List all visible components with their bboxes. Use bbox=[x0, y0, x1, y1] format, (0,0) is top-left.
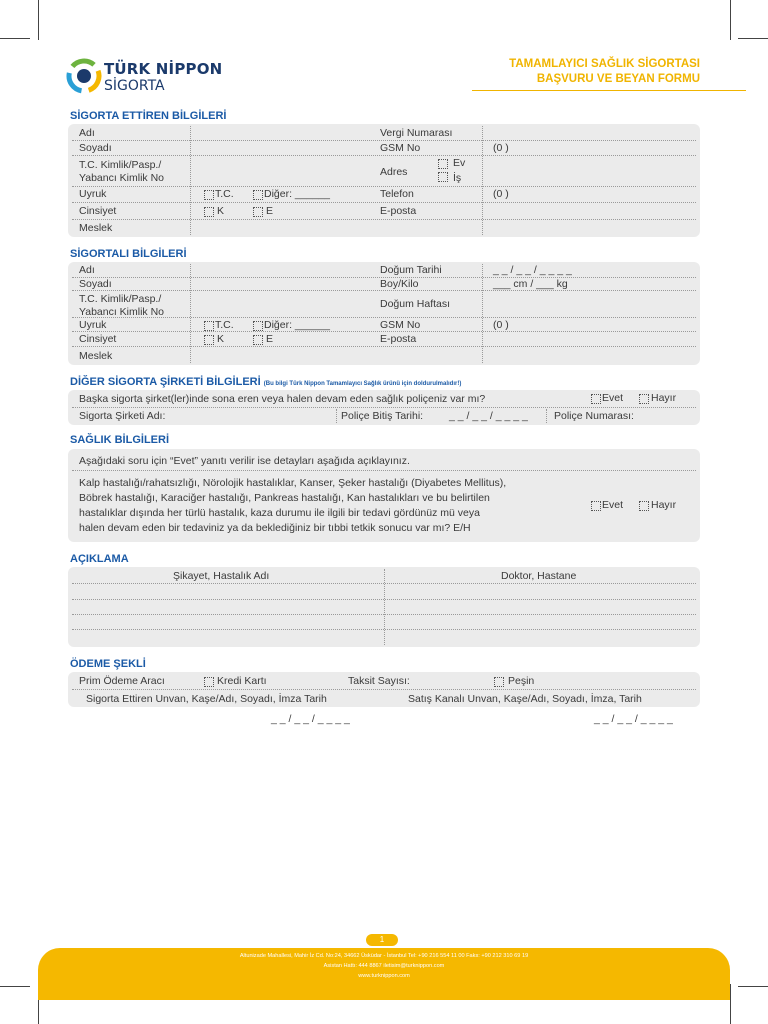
option-cash: Peşin bbox=[508, 675, 535, 687]
label-gsm: GSM No bbox=[380, 142, 421, 154]
label-height-weight: Boy/Kilo bbox=[380, 278, 419, 290]
label-birth-week: Doğum Haftası bbox=[380, 298, 451, 310]
column-header-doctor: Doktor, Hastane bbox=[501, 570, 577, 582]
option-credit-card: Kredi Kartı bbox=[217, 675, 267, 687]
option-tc: T.C. bbox=[215, 319, 234, 331]
checkbox-address-home[interactable] bbox=[438, 159, 448, 169]
page-number: 1 bbox=[366, 934, 398, 946]
label-nationality: Uyruk bbox=[79, 319, 107, 331]
label-policy-end-date: Poliçe Bitiş Tarihi: bbox=[341, 410, 424, 422]
checkbox-no[interactable] bbox=[639, 501, 649, 511]
crop-mark bbox=[738, 986, 768, 987]
label-phone: Telefon bbox=[380, 188, 414, 200]
checkbox-nationality-other[interactable] bbox=[253, 321, 263, 331]
section-note: (Bu bilgi Türk Nippon Tamamlayıcı Sağlık ürünü için doldurulmalıdır!) bbox=[263, 381, 462, 387]
label-name: Adı bbox=[79, 127, 95, 139]
option-other: Diğer: ______ bbox=[264, 188, 330, 200]
label-occupation: Meslek bbox=[79, 350, 113, 362]
checkbox-credit-card[interactable] bbox=[204, 677, 214, 687]
option-yes: Evet bbox=[602, 392, 624, 404]
checkbox-nationality-tc[interactable] bbox=[204, 190, 214, 200]
label-surname: Soyadı bbox=[79, 142, 112, 154]
footer-address: Altunizade Mahallesi, Mahir İz Cd. No:24, 34662 Üsküdar - İstanbul Tel: +90 216 554 11 00 Faks: +90 212 310 69 19 bbox=[239, 953, 529, 959]
crop-mark bbox=[738, 38, 768, 39]
option-work: İş bbox=[453, 172, 462, 184]
section-heading-explanation: AÇIKLAMA bbox=[70, 553, 129, 565]
label-tax-number: Vergi Numarası bbox=[380, 127, 453, 139]
health-question-line: halen devam eden bir tedaviniz ya da beklediğiniz bir tıbbi tetkik sonucu var mı? E/H bbox=[79, 522, 471, 534]
height-weight-blank: ___ cm / ___ kg bbox=[493, 278, 568, 290]
label-id-number: T.C. Kimlik/Pasp./ bbox=[79, 293, 162, 305]
option-no: Hayır bbox=[651, 499, 677, 511]
label-payment-method: Prim Ödeme Aracı bbox=[79, 675, 165, 687]
section-heading-health: SAĞLIK BİLGİLERİ bbox=[70, 434, 169, 446]
section-heading-payment: ÖDEME ŞEKLİ bbox=[70, 658, 146, 670]
label-id-number-2: Yabancı Kimlik No bbox=[79, 172, 165, 184]
option-male: E bbox=[266, 205, 274, 217]
option-other: Diğer: ______ bbox=[264, 319, 330, 331]
label-insurer-name: Sigorta Şirketi Adı: bbox=[79, 410, 166, 422]
checkbox-nationality-tc[interactable] bbox=[204, 321, 214, 331]
label-address: Adres bbox=[380, 166, 408, 178]
label-email: E-posta bbox=[380, 333, 417, 345]
footer-website[interactable]: www.turknippon.com bbox=[358, 973, 410, 979]
health-question-line: Kalp hastalığı/rahatsızlığı, Nörolojik hastalıklar, Kanser, Şeker hastalığı (Diyabetes Mellitus), bbox=[79, 477, 507, 489]
section-title: DİĞER SİGORTA ŞİRKETİ BİLGİLERİ bbox=[70, 376, 261, 388]
label-id-number: T.C. Kimlik/Pasp./ bbox=[79, 159, 162, 171]
label-policy-number: Poliçe Numarası: bbox=[554, 410, 634, 422]
checkbox-gender-female[interactable] bbox=[204, 335, 214, 345]
checkbox-cash[interactable] bbox=[494, 677, 504, 687]
option-female: K bbox=[217, 205, 225, 217]
label-birth-date: Doğum Tarihi bbox=[380, 264, 442, 276]
checkbox-nationality-other[interactable] bbox=[253, 190, 263, 200]
option-no: Hayır bbox=[651, 392, 677, 404]
phone-prefix: (0 ) bbox=[493, 188, 509, 200]
gsm-prefix: (0 ) bbox=[493, 319, 509, 331]
section-heading-other-insurer bbox=[70, 376, 461, 388]
label-name: Adı bbox=[79, 264, 95, 276]
option-tc: T.C. bbox=[215, 188, 234, 200]
footer-contact: Asistan Hattı: 444 8867 iletisim@turknippon.com bbox=[323, 963, 445, 969]
checkbox-no[interactable] bbox=[639, 394, 649, 404]
health-intro: Aşağıdaki soru için “Evet” yanıtı verilir ise detayları aşağıda açıklayınız. bbox=[79, 455, 410, 467]
label-gender: Cinsiyet bbox=[79, 205, 117, 217]
form-subtitle: BAŞVURU VE BEYAN FORMU bbox=[536, 73, 700, 85]
crop-mark bbox=[0, 38, 30, 39]
section-heading-policyholder: SİGORTA ETTİREN BİLGİLERİ bbox=[70, 110, 227, 122]
question-other-policy: Başka sigorta şirket(ler)inde sona eren veya halen devam eden sağlık poliçeniz var mı? bbox=[79, 393, 486, 405]
label-gsm: GSM No bbox=[380, 319, 421, 331]
label-nationality: Uyruk bbox=[79, 188, 107, 200]
signature-date-sales-channel: _ _ / _ _ / _ _ _ _ bbox=[594, 713, 673, 725]
crop-mark bbox=[730, 984, 731, 1024]
logo-swirl-icon bbox=[66, 58, 102, 94]
option-yes: Evet bbox=[602, 499, 624, 511]
section-heading-insured: SİGORTALI BİLGİLERİ bbox=[70, 248, 187, 260]
logo-wordmark: TÜRK NİPPON bbox=[104, 60, 223, 78]
crop-mark bbox=[38, 0, 39, 40]
checkbox-gender-female[interactable] bbox=[204, 207, 214, 217]
option-male: E bbox=[266, 333, 274, 345]
option-home: Ev bbox=[453, 157, 466, 169]
crop-mark bbox=[0, 986, 30, 987]
signature-label-policyholder: Sigorta Ettiren Unvan, Kaşe/Adı, Soyadı, İmza Tarih bbox=[86, 693, 327, 705]
health-question-line: hastalıklar dışında her türlü hastalık, kaza durumu ile ilgili bir tedavi gördünüz mü veya bbox=[79, 507, 480, 519]
option-female: K bbox=[217, 333, 225, 345]
signature-label-sales-channel: Satış Kanalı Unvan, Kaşe/Adı, Soyadı, İmza, Tarih bbox=[408, 693, 642, 705]
label-occupation: Meslek bbox=[79, 222, 113, 234]
policy-end-date-blank: _ _ / _ _ / _ _ _ _ bbox=[449, 410, 528, 422]
checkbox-gender-male[interactable] bbox=[253, 335, 263, 345]
label-id-number-2: Yabancı Kimlik No bbox=[79, 306, 165, 318]
column-header-complaint: Şikayet, Hastalık Adı bbox=[173, 570, 270, 582]
checkbox-yes[interactable] bbox=[591, 501, 601, 511]
title-divider bbox=[472, 90, 746, 91]
logo-subtitle: SİGORTA bbox=[104, 78, 165, 94]
form-title: TAMAMLAYICI SAĞLIK SİGORTASI bbox=[509, 58, 700, 70]
label-email: E-posta bbox=[380, 205, 417, 217]
birth-date-blank: _ _ / _ _ / _ _ _ _ bbox=[493, 264, 572, 276]
label-surname: Soyadı bbox=[79, 278, 112, 290]
company-logo bbox=[66, 58, 223, 98]
checkbox-address-work[interactable] bbox=[438, 172, 448, 182]
explanation-table bbox=[68, 567, 700, 647]
gsm-prefix: (0 ) bbox=[493, 142, 509, 154]
signature-date-policyholder: _ _ / _ _ / _ _ _ _ bbox=[271, 713, 350, 725]
label-gender: Cinsiyet bbox=[79, 333, 117, 345]
checkbox-yes[interactable] bbox=[591, 394, 601, 404]
crop-mark bbox=[730, 0, 731, 40]
checkbox-gender-male[interactable] bbox=[253, 207, 263, 217]
label-installments: Taksit Sayısı: bbox=[348, 675, 410, 687]
health-question-line: Böbrek hastalığı, Karaciğer hastalığı, Pankreas hastalığı, Kan hastalıkları ve bu belirtilen bbox=[79, 492, 490, 504]
